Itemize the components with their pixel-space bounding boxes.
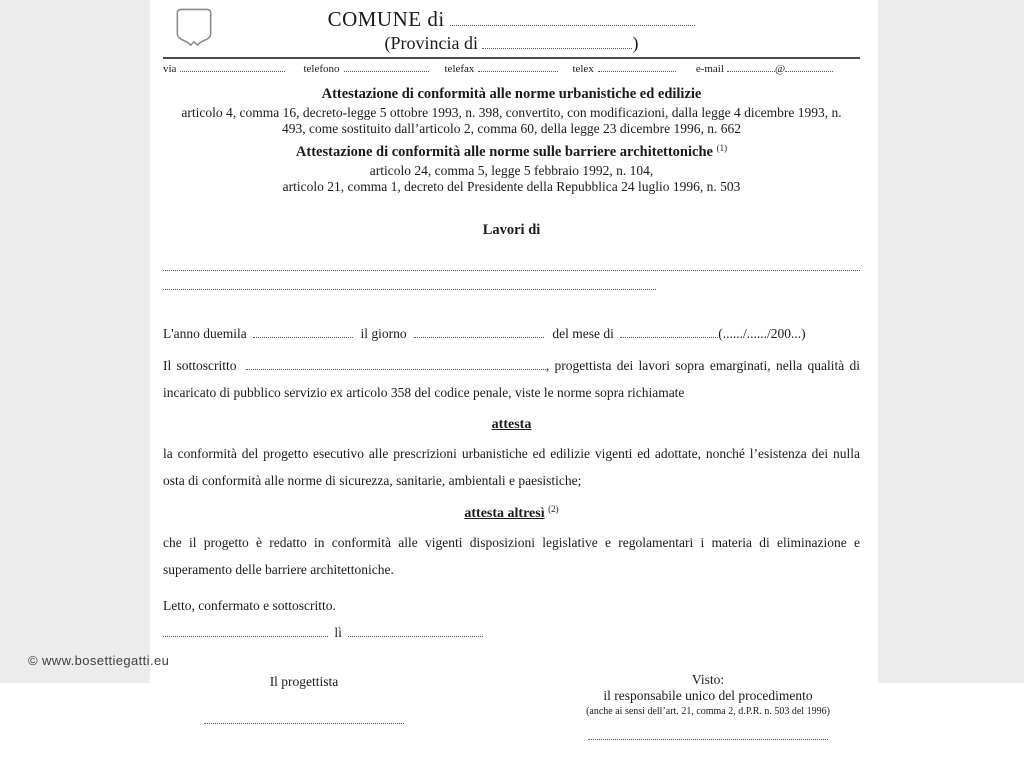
ref-barriere-line2: articolo 21, comma 1, decreto del Presidente della Repubblica 24 luglio 1996, n. 503 (282, 178, 741, 194)
responsabile-note: (anche ai sensi dell’art. 21, comma 2, d.P.R. n. 503 del 1996) (586, 705, 830, 717)
telefono-label: telefono (303, 62, 340, 75)
attesta-paragraph: la conformità del progetto esecutivo alle prescrizioni urbanistiche ed edilizie vigenti ed adottate, nonché l’esistenza dei nulla osta di conformità alle norme di sicurezza, sanitarie, ambientali e paesistiche; (163, 445, 860, 488)
telefax-label: telefax (444, 62, 475, 75)
document-page (150, 0, 878, 717)
provincia-close-paren: ) (632, 33, 639, 53)
email-label: e-mail (695, 62, 724, 75)
title-urbanistiche: Attestazione di conformità alle norme urbanistiche ed edilizie (321, 85, 702, 102)
attesta-altresi-heading (163, 504, 860, 522)
provincia-name-blank (482, 34, 632, 49)
progettista-label: Il progettista (269, 673, 339, 689)
document-header (163, 0, 860, 75)
title-barriere (163, 140, 860, 161)
ref-barriere-line1: articolo 24, comma 5, legge 5 febbraio 1992, n. 104, (369, 162, 654, 178)
via-label: via (163, 62, 177, 75)
responsabile-signature-block (553, 672, 863, 740)
mese-blank (620, 326, 718, 338)
data-blank (348, 625, 483, 637)
attesta-altresi-footnote-ref: (2) (548, 503, 559, 514)
luogo-data-line (163, 619, 860, 646)
attesta-altresi-paragraph: che il progetto è redatto in conformità alle vigenti disposizioni legislative e regolamentari i materia di eliminazione e superamento delle barriere architettoniche. (163, 534, 860, 577)
lavori-blank-line-2 (163, 289, 656, 290)
signatures-section (163, 671, 860, 774)
telefax-blank (478, 62, 558, 72)
lavori-di-heading: Lavori di (482, 221, 541, 238)
provincia-title-line (163, 33, 860, 54)
ref-urbanistiche-line1: articolo 4, comma 16, decreto-legge 5 ottobre 1993, n. 398, convertito, con modificazioni, dalla legge 4 dicembre 1993, n. (181, 104, 842, 120)
anno-line (163, 320, 860, 347)
giorno-label: il giorno (360, 325, 407, 341)
li-label: lì (334, 624, 342, 640)
comune-name-blank (450, 8, 695, 26)
ref-urbanistiche-line2: 493, come sostituito dall’articolo 2, comma 60, della legge 23 dicembre 1996, n. 662 (282, 120, 741, 136)
title-barriere-text: Attestazione di conformità alle norme sulle barriere architettoniche (295, 143, 713, 160)
telefono-blank (344, 62, 429, 72)
attesta-heading-text: attesta (491, 416, 532, 432)
sottoscritto-paragraph (163, 352, 860, 406)
sottoscritto-name-blank (246, 358, 546, 370)
progettista-signature-block (189, 674, 419, 724)
via-blank (180, 62, 285, 72)
email-domain-blank (785, 62, 833, 72)
attesta-altresi-heading-text: attesta altresì (464, 505, 545, 521)
sottoscritto-rest: , progettista dei lavori sopra emarginati, nella qualità di incaricato di pubblico servizio ex articolo 358 del codice penale, viste le norme sopra richiamate (163, 357, 861, 400)
title-barriere-footnote-ref: (1) (716, 142, 728, 153)
letto-line: Letto, confermato e sottoscritto. (163, 597, 336, 613)
responsabile-signature-line (588, 739, 828, 740)
telex-label: telex (572, 62, 594, 75)
lavori-blank-line-1 (163, 270, 860, 271)
email-at-sign: @ (774, 62, 786, 75)
contact-info-line (163, 59, 860, 75)
sottoscritto-lead: Il sottoscritto (163, 357, 237, 373)
email-local-blank (727, 62, 775, 72)
mese-label: del mese di (552, 325, 614, 341)
comune-shield-icon (175, 8, 213, 48)
attesta-heading (163, 417, 860, 433)
progettista-signature-line (204, 723, 404, 724)
responsabile-label: il responsabile unico del procedimento (603, 687, 813, 703)
telex-blank (598, 62, 676, 72)
provincia-label: (Provincia di (384, 33, 478, 53)
comune-label: COMUNE di (327, 7, 445, 31)
luogo-blank (163, 625, 328, 637)
anno-lead: L'anno duemila (163, 325, 247, 341)
giorno-blank (414, 326, 544, 338)
anno-blank (253, 326, 353, 338)
visto-label: Visto: (691, 671, 725, 687)
site-watermark: © www.bosettiegatti.eu (28, 653, 170, 668)
comune-title-line (163, 0, 860, 32)
date-mask: (....../....../200...) (718, 325, 806, 341)
